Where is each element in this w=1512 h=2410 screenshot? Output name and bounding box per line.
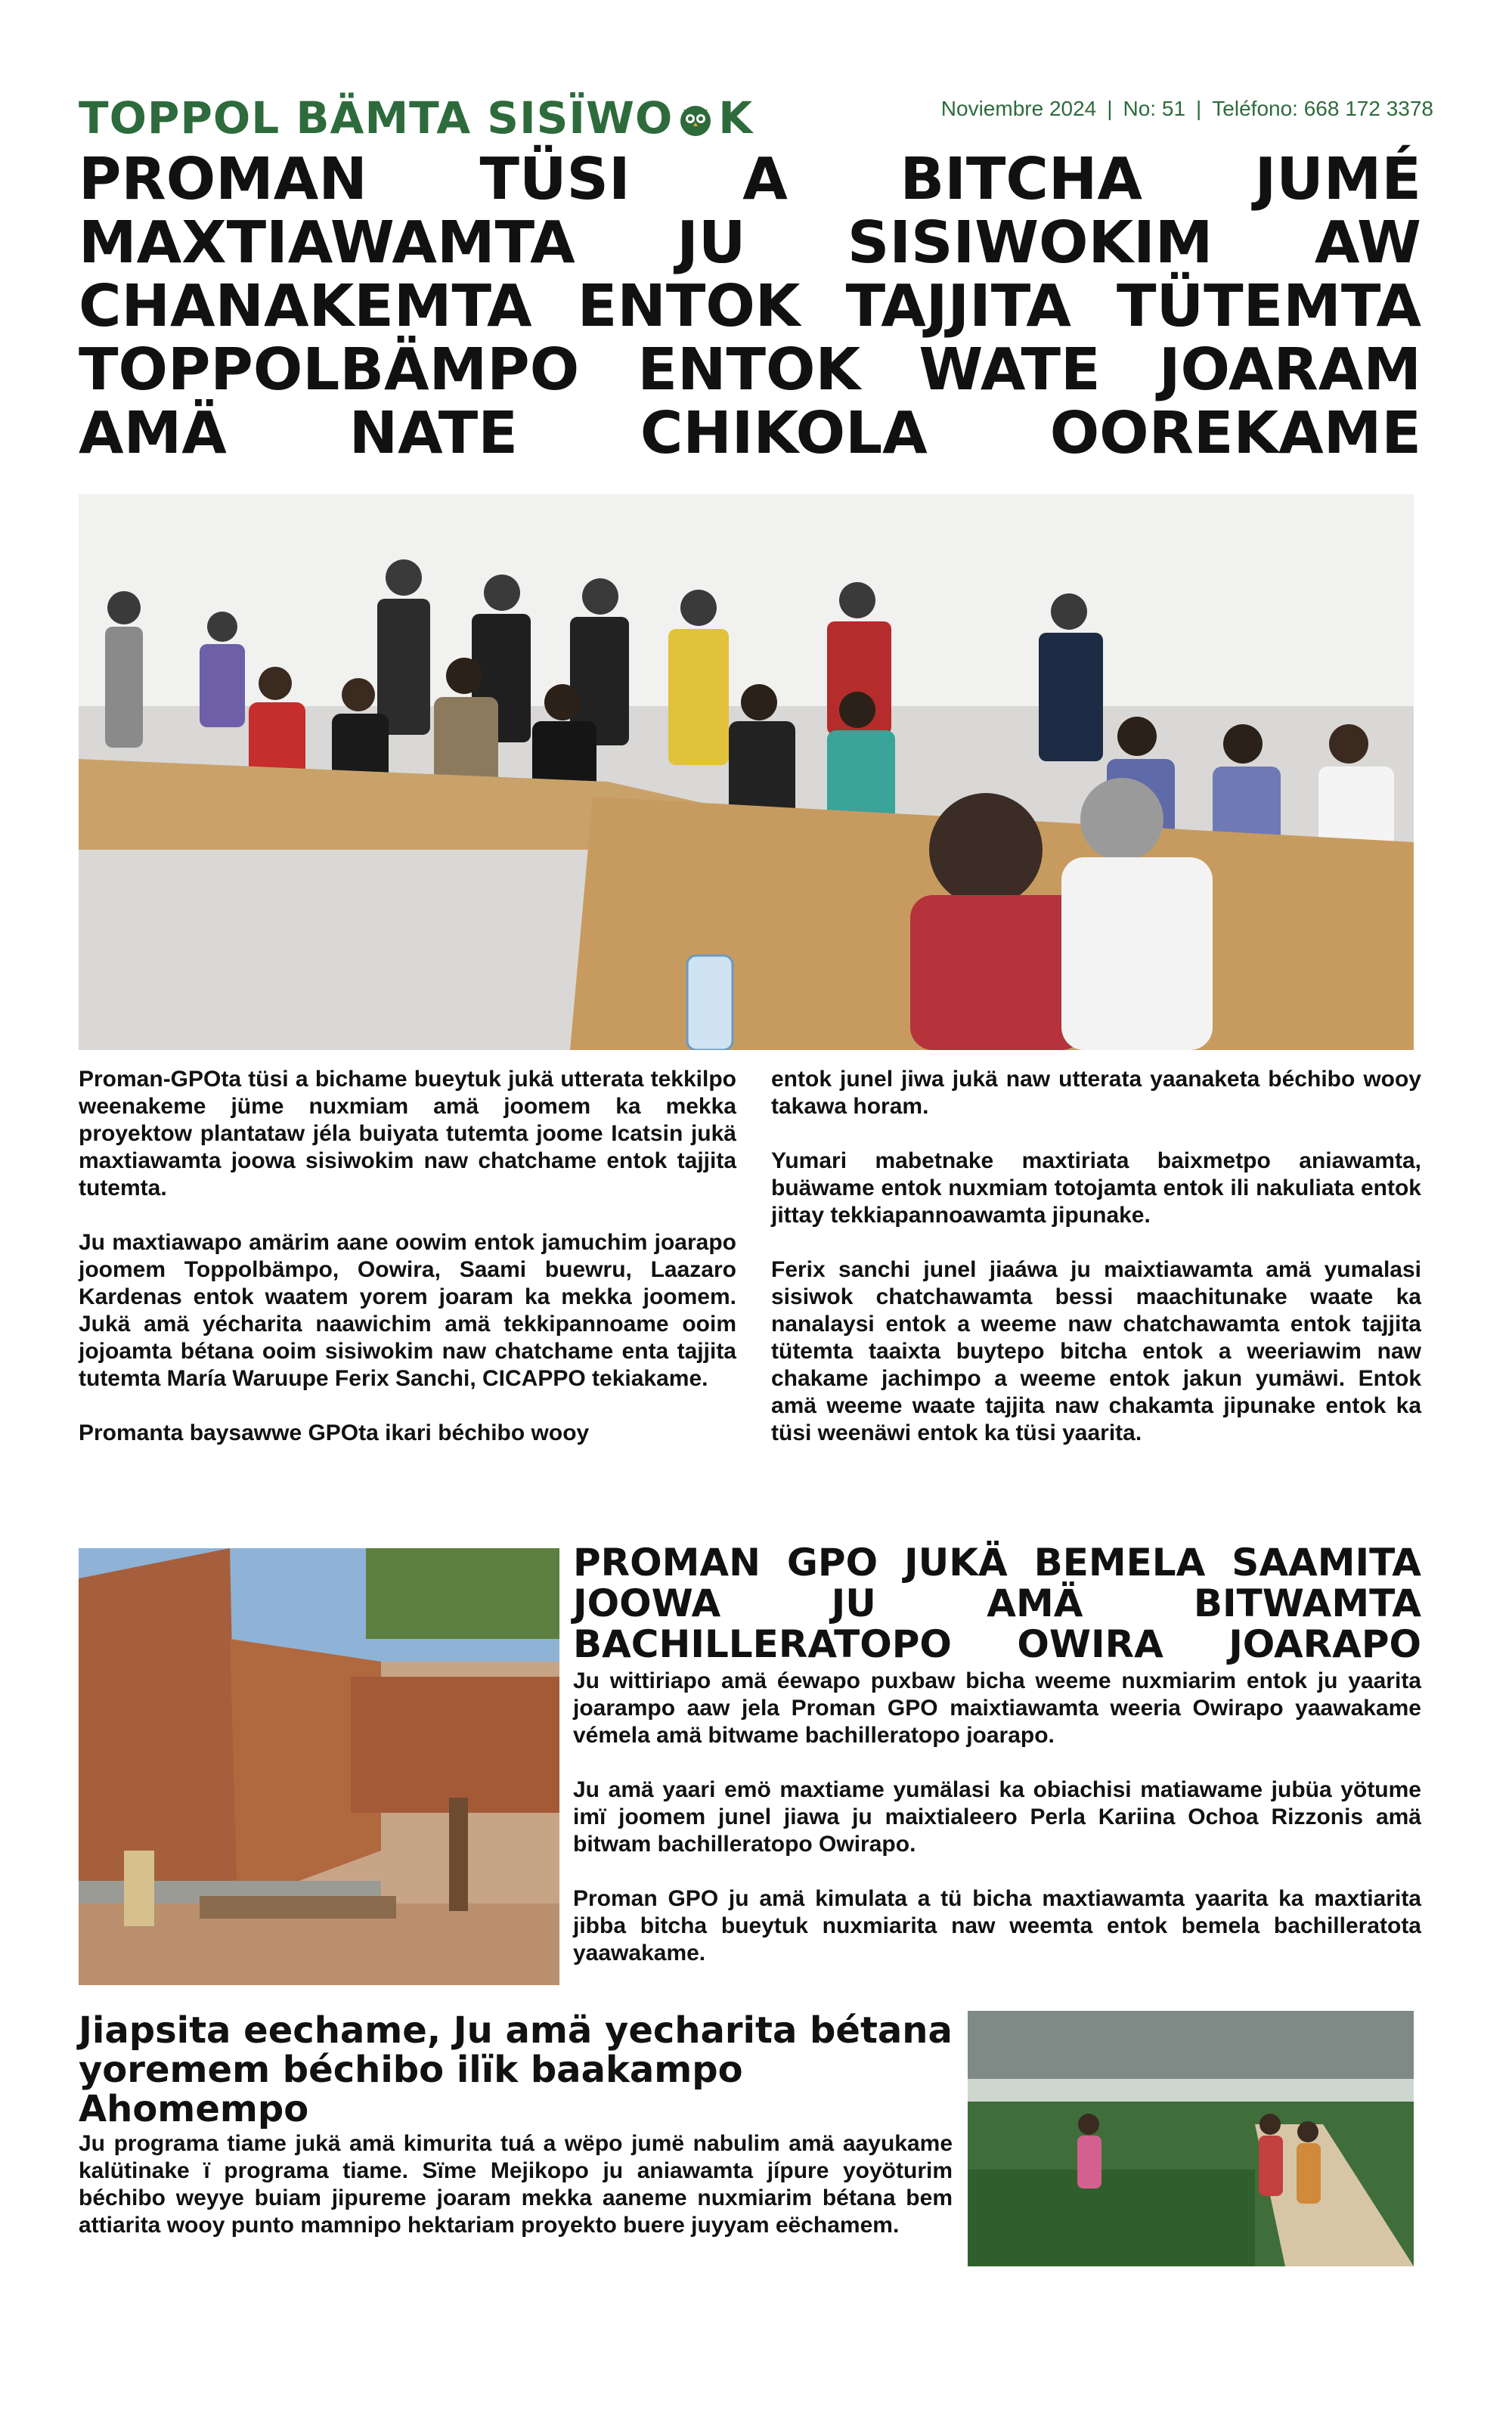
separator: | xyxy=(1196,97,1202,120)
owl-icon xyxy=(676,98,715,138)
lead-paragraph: Ferix sanchi junel jiaáwa ju maixtiawamta amä yumalasi sisiwok chatchawamta bessi maachitunake waate ka nanalaysi entok a weeme naw chatchawamta entok tajjita tütemta taaixta buytepo bitcha entok a weeriawim naw chakame jachimpo a weeme entok jakun yumäwi. Entok amä weeme waate tajjita naw chakamta jipunake entok ka tüsi weenäwi entok ka tüsi yaarita. xyxy=(771,1257,1421,1445)
masthead-title-end: K xyxy=(718,92,754,144)
third-article-body xyxy=(79,2130,953,2239)
second-article-title: PROMAN GPO JUKÄ BEMELA SAAMITA JOOWA JU AMÄ BITWAMTA BACHILLERATOPO OWIRA JOARAPO xyxy=(573,1541,1421,1666)
construction-photo xyxy=(79,1548,559,1985)
article-paragraph: Proman GPO ju amä kimulata a tü bicha maxtiawamta yaarita ka maxtiarita jibba bitcha bueytuk nuxmiarita naw weemta entok bemela bachilleratota yaawakame. xyxy=(573,1886,1421,1965)
issue-number: No: 51 xyxy=(1123,97,1186,120)
article-paragraph: Ju programa tiame jukä amä kimurita tuá a wëpo jumë nabulim amä aayukame kalütinake ï programa tiame. Sïme Mejikopo ju aniawamta jípure yoyöturim béchibo weyye buiam jipureme joaram mekka aaneme nuxmiarim bétana bem attiarita wooy punto mamnipo hektariam proyekto buere juyyam eëchamem. xyxy=(79,2131,953,2238)
plant-nursery-photo xyxy=(968,2011,1414,2266)
lead-article-column-2 xyxy=(771,1066,1421,1447)
lead-paragraph: Yumari mabetnake maxtiriata baixmetpo aniawamta, buäwame entok nuxmiam totojamta entok ili nakuliata entok jittay tekkiapannoawamta jipunake. xyxy=(771,1148,1421,1228)
lead-article-column-1 xyxy=(79,1066,736,1447)
article-paragraph: Ju wittiriapo amä éewapo puxbaw bicha weeme nuxmiarim entok ju yaarita joarampo aaw jela Proman GPO maixtiawamta weeria Owirapo yaawakame vémela amä bitwame bachilleratopo joarapo. xyxy=(573,1668,1421,1748)
lead-paragraph: entok junel jiwa jukä naw utterata yaanaketa béchibo wooy takawa horam. xyxy=(771,1067,1421,1119)
issue-info xyxy=(941,97,1433,121)
lead-paragraph: Proman-GPOta tüsi a bichame bueytuk jukä utterata tekkilpo weenakeme jüme nuxmiam amä joomem ka mekka proyektow plantataw jéla buiyata tutemta joome Icatsin jukä maxtiawamta joowa sisiwokim naw chatchame entok tajjita tutemta. xyxy=(79,1067,736,1200)
masthead-title: TOPPOL BÄMTA SISÏWO xyxy=(79,92,674,144)
separator: | xyxy=(1107,97,1113,120)
issue-date: Noviembre 2024 xyxy=(940,97,1097,120)
newspaper-masthead xyxy=(79,92,753,144)
issue-phone: Teléfono: 668 172 3378 xyxy=(1212,97,1433,120)
second-article-body xyxy=(573,1668,1421,1967)
lead-paragraph: Promanta baysawwe GPOta ikari béchibo wooy xyxy=(79,1420,590,1445)
third-article-title: Jiapsita eechame, Ju amä yecharita bétana yoremem béchibo ilïk baakampo Ahomempo xyxy=(79,2009,953,2130)
main-headline: PROMAN TÜSI A BITCHA JUMÉ MAXTIAWAMTA JU SISIWOKIM AW CHANAKEMTA ENTOK TAJJITA TÜTEMTA TOPPOLBÄMPO ENTOK WATE JOARAM AMÄ NATE CHIKOLA OOREKAME xyxy=(79,146,1421,467)
meeting-photo xyxy=(79,494,1414,1050)
article-paragraph: Ju amä yaari emö maxtiame yumälasi ka obiachisi matiawame jubüa yötume imï joomem junel jiawa ju maixtialeero Perla Kariina Ochoa Rizzonis amä bitwam bachilleratopo Owirapo. xyxy=(573,1777,1421,1857)
lead-paragraph: Ju maxtiawapo amärim aane oowim entok jamuchim joarapo joomem Toppolbämpo, Oowira, Saami buewru, Laazaro Kardenas entok waatem yorem joaram ka mekka joomem. Jukä amä yécharita naawichim amä tekkipannoame ooim jojoamta bétana ooim sisiwokim naw chatchame enta tajjita tutemta María Waruupe Ferix Sanchi, CICAPPO tekiakame. xyxy=(79,1230,736,1391)
